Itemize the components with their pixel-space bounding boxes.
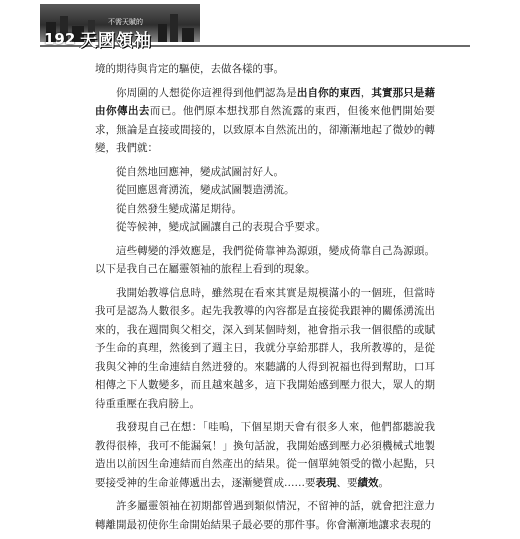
list-item: 從自然發生變成滿足期待。: [116, 202, 242, 215]
book-title: 天國領袖: [80, 31, 152, 51]
text-run: 你周圍的人想從你這裡得到他們認為是: [116, 86, 297, 99]
book-subtitle: 不需天賦的: [108, 18, 143, 26]
text-run: 而已。他們原本想找那自然流露的東西，但後來他們開始要求，無論是直接或間接的，以致原本自然流出的，卻漸漸地起了微妙的轉變，我們就：: [95, 105, 436, 154]
list-item: 從回應恩膏湧流，變成試圖製造湧流。: [116, 184, 295, 196]
text-run: 。: [378, 476, 389, 489]
page-number: 192: [44, 30, 76, 48]
list-item: 從自然地回應神，變成試圖討好人。: [116, 165, 284, 178]
bold-phrase: 績效: [357, 476, 379, 489]
paragraph-continuation: 境的期待與肯定的驅使，去做各樣的事。: [95, 63, 284, 75]
paragraph: [95, 418, 435, 492]
page-body: [95, 60, 435, 539]
paragraph: 我開始教導信息時，雖然現在看來其實是規模滿小的一個班，但當時我可是認為人數很多。起先我教導的內容都是直接從我跟神的關係湧流出來的，我在週間與父相交，深入到某個時刻，祂會指示我一個很酷的或賦予生命的真理，然後到了週主日，我就分享給那群人，我所教導的，是從我與父神的生命連結自然迸發的。來聽講的人得到祝福也得到幫助，口耳相傳之下人數變多，而且越來越多，這下我開始感到壓力很大，眾人的期待重重壓在我肩膀上。: [95, 286, 435, 410]
paragraph: [95, 84, 435, 158]
text-run: 、要: [336, 476, 358, 489]
bold-phrase: 出自你的東西: [296, 86, 361, 99]
bold-phrase: 其實那只是藉由你傳出去: [95, 86, 436, 117]
page-header: [0, 0, 520, 56]
text-run: ，: [360, 86, 372, 99]
bold-phrase: 表現: [315, 476, 337, 489]
paragraph: 這些轉變的淨效應是，我們從倚靠神為源頭，變成倚靠自己為源頭。以下是我自己在屬靈領袖的旅程上看到的現象。: [95, 244, 435, 275]
text-run: 我發現自己在想：「哇嗚，下個星期天會有很多人來，他們都聽說我教得很棒，我可不能漏氣！」換句話說，我開始感到壓力必須機械式地製造出以前因生命連結而自然產出的結果。從一個單純領受的微小起點，只要接受神的生命並傳遞出去，逐漸變質成……要: [95, 421, 435, 489]
paragraph: 許多屬靈領袖在初期都曾遇到類似情況，不留神的話，就會把注意力轉離開最初使你生命開始結果子最必要的那件事。你會漸漸地讓求表現的: [95, 500, 435, 531]
list-item: 從等候神，變成試圖讓自己的表現合乎要求。: [116, 221, 326, 233]
